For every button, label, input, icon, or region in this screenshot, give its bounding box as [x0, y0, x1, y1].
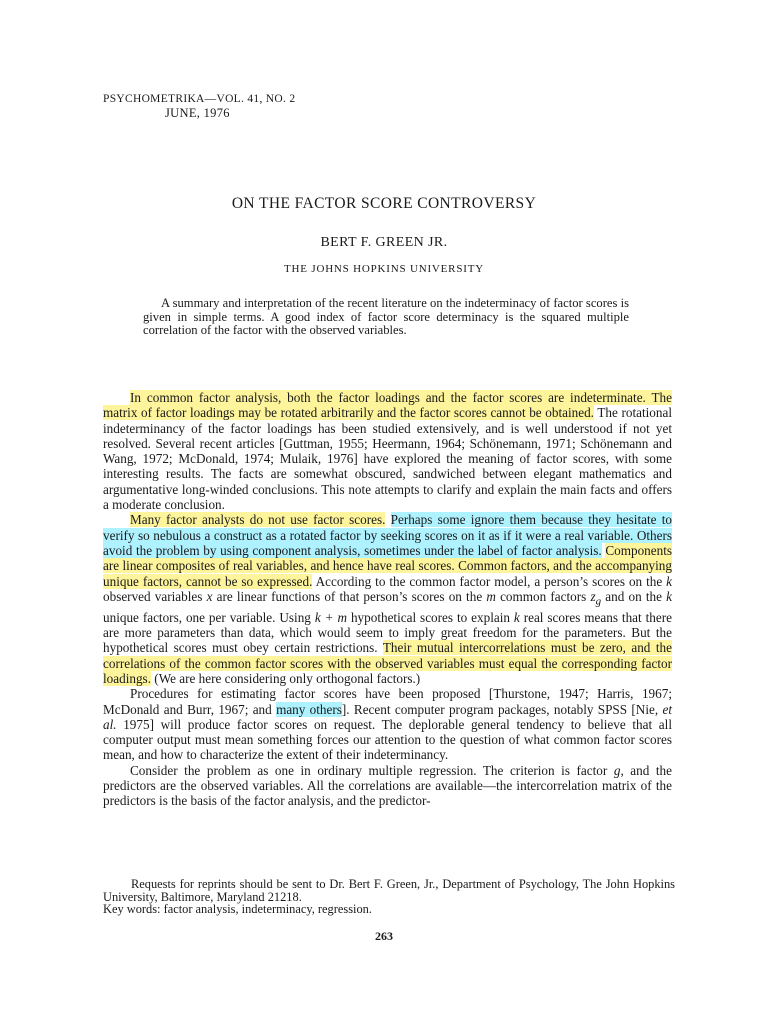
paper-title: ON THE FACTOR SCORE CONTROVERSY	[231, 195, 537, 212]
text-run: The rotational indeterminancy of the factor loadings has been studied extensively, and is well understood if not yet resolved. Several recent articles [Guttman, 1955; Heermann, 1964; Schönemann, 1971; Schönemann and Wang, 1972; McDonald, 1974; Mulaik, 1976] have explored the meaning of factor scores, with some interesting results. The facts are somewhat obscured, sandwiched between elegant mathematics and argumentative long-winded conclusions. This note attempts to clarify and explain the main facts and offers a moderate conclusion.	[103, 405, 672, 513]
highlight-yellow: Their mutual intercorrelations must be zero, and the correlations of the common factor scores with the observed variables must equal the corresponding factor loadings.	[103, 640, 672, 686]
highlight-blue: Perhaps some ignore them because they hesitate to verify so nebulous a construct as a rotated factor by seeking scores on it as if it were a real variable. Others avoid the problem by using component analysis, sometimes under the label of factor analysis.	[103, 512, 672, 558]
body-text	[103, 390, 672, 809]
math-g: g	[613, 762, 621, 778]
author-name: BERT F. GREEN JR.	[320, 235, 448, 250]
journal-header: PSYCHOMETRIKA—VOL. 41, NO. 2	[103, 93, 296, 105]
text-run: common factors	[495, 588, 591, 604]
math-subscript-g: g	[595, 595, 602, 608]
text-run: According to the common factor model, a person’s scores on the	[312, 573, 667, 589]
abstract: A summary and interpretation of the recent literature on the indeterminacy of factor scores is given in simple terms. A good index of factor score determinacy is the squared multiple correlation of the factor with the observed variables.	[143, 296, 629, 337]
text-run: are linear functions of that person’s scores on the	[212, 588, 487, 604]
text-run: hypothetical scores to explain	[347, 609, 514, 625]
text-run: and on the	[601, 588, 667, 604]
text-run: 1975] will produce factor scores on request. The deplorable general tendency to believe that all computer output must mean something forces our attention to the question of what common factor scores mean, and how to characterize the extent of their indeterminancy.	[103, 716, 672, 763]
text-run: real scores means that there are more parameters than data, which would seem to imply great freedom for the parameters. But the hypothetical scores must obey certain restrictions.	[103, 609, 672, 656]
paragraph-3	[103, 686, 672, 762]
footnote-reprints: Requests for reprints should be sent to Dr. Bert F. Green, Jr., Department of Psychology, The John Hopkins University, Baltimore, Maryland 21218.	[103, 877, 675, 904]
et-al: et al.	[103, 701, 672, 732]
highlight-yellow: Many factor analysts do not use factor scores.	[130, 512, 386, 528]
math-k: k	[666, 573, 672, 589]
author-affiliation: THE JOHNS HOPKINS UNIVERSITY	[284, 263, 484, 275]
text-run: Procedures for estimating factor scores have been proposed [Thurstone, 1947; Harris, 1967; McDonald and Burr, 1967; and	[103, 686, 672, 717]
text-run: (We are here considering only orthogonal factors.)	[151, 670, 421, 686]
highlight-blue: many others	[276, 701, 342, 717]
footnote-keywords: Key words: factor analysis, indeterminacy, regression.	[103, 902, 372, 917]
math-k-plus-m: k + m	[314, 609, 347, 625]
text-run: unique factors, one per variable. Using	[103, 609, 315, 625]
text-run: ]. Recent computer program packages, notably SPSS [Nie,	[341, 701, 663, 717]
footnote	[103, 878, 675, 916]
text-run: , and the predictors are the observed variables. All the correlations are available—the intercorrelation matrix of the predictors is the basis of the factor analysis, and the predictor-	[103, 762, 673, 809]
paragraph-1	[103, 390, 672, 512]
math-k: k	[666, 588, 672, 604]
issue-date: JUNE, 1976	[165, 106, 230, 120]
text-run	[385, 512, 390, 527]
paragraph-4	[103, 763, 672, 809]
math-x: x	[206, 588, 213, 604]
math-k: k	[513, 609, 520, 625]
math-z: z	[590, 588, 596, 604]
highlight-yellow: In common factor analysis, both the factor loadings and the factor scores are indeterminate. The matrix of factor loadings may be rotated arbitrarily and the factor scores cannot be obtained.	[103, 390, 672, 421]
text-run: Consider the problem as one in ordinary multiple regression. The criterion is factor	[130, 762, 614, 778]
page-number: 263	[375, 929, 393, 943]
text-run: observed variables	[103, 588, 207, 604]
math-m: m	[486, 588, 496, 604]
highlight-yellow: Components are linear composites of real variables, and hence have real scores. Common factors, and the accompanying unique factors, cannot be so expressed.	[103, 542, 672, 589]
paragraph-2	[103, 512, 672, 686]
